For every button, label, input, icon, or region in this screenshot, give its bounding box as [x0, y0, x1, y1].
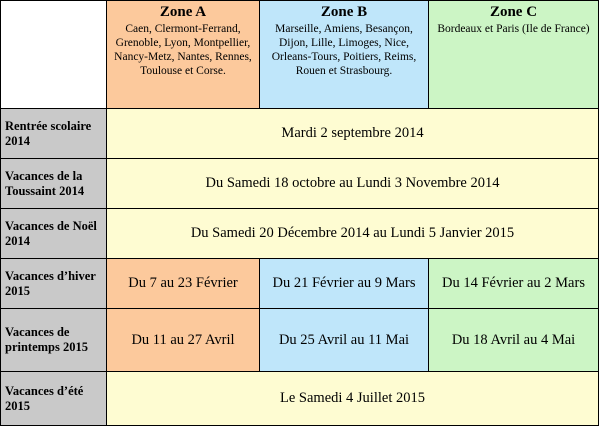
- printemps-zone-b: Du 25 Avril au 11 Mai: [260, 309, 429, 372]
- row-label-rentree: Rentrée scolaire 2014: [1, 109, 107, 159]
- row-label-noel: Vacances de Noël 2014: [1, 209, 107, 259]
- row-toussaint: [1, 159, 599, 209]
- hiver-zone-b: Du 21 Février au 9 Mars: [260, 259, 429, 309]
- zone-a-title: Zone A: [159, 4, 207, 20]
- hiver-zone-c: Du 14 Février au 2 Mars: [429, 259, 599, 309]
- row-ete: [1, 372, 599, 426]
- value-ete: Le Samedi 4 Juillet 2015: [107, 372, 599, 426]
- zone-c-title: Zone C: [489, 4, 538, 20]
- row-label-ete: Vacances d’été 2015: [1, 372, 107, 426]
- zone-c-header: [429, 1, 599, 109]
- zone-a-header: [107, 1, 260, 109]
- row-printemps: [1, 309, 599, 372]
- value-toussaint: Du Samedi 18 octobre au Lundi 3 Novembre 2014: [107, 159, 599, 209]
- zone-header-row: [1, 1, 599, 109]
- zone-b-cities: Marseille, Amiens, Besançon, Dijon, Lille, Limoges, Nice, Orleans-Tours, Poitiers, Reims, Rouen et Strasbourg.: [271, 23, 417, 77]
- zone-b-title: Zone B: [320, 4, 368, 20]
- row-rentree: [1, 109, 599, 159]
- zone-c-cities: Bordeaux et Paris (Ile de France): [437, 23, 590, 35]
- printemps-zone-c: Du 18 Avril au 4 Mai: [429, 309, 599, 372]
- corner-cell: [1, 1, 107, 109]
- printemps-zone-a: Du 11 au 27 Avril: [107, 309, 260, 372]
- hiver-zone-a: Du 7 au 23 Février: [107, 259, 260, 309]
- value-noel: Du Samedi 20 Décembre 2014 au Lundi 5 Janvier 2015: [107, 209, 599, 259]
- zone-b-header: [260, 1, 429, 109]
- row-label-printemps: Vacances de printemps 2015: [1, 309, 107, 372]
- row-hiver: [1, 259, 599, 309]
- row-label-hiver: Vacances d’hiver 2015: [1, 259, 107, 309]
- value-rentree: Mardi 2 septembre 2014: [107, 109, 599, 159]
- row-noel: [1, 209, 599, 259]
- row-label-toussaint: Vacances de la Toussaint 2014: [1, 159, 107, 209]
- zone-a-cities: Caen, Clermont-Ferrand, Grenoble, Lyon, Montpellier, Nancy-Metz, Nantes, Rennes, Toulouse et Corse.: [114, 23, 252, 77]
